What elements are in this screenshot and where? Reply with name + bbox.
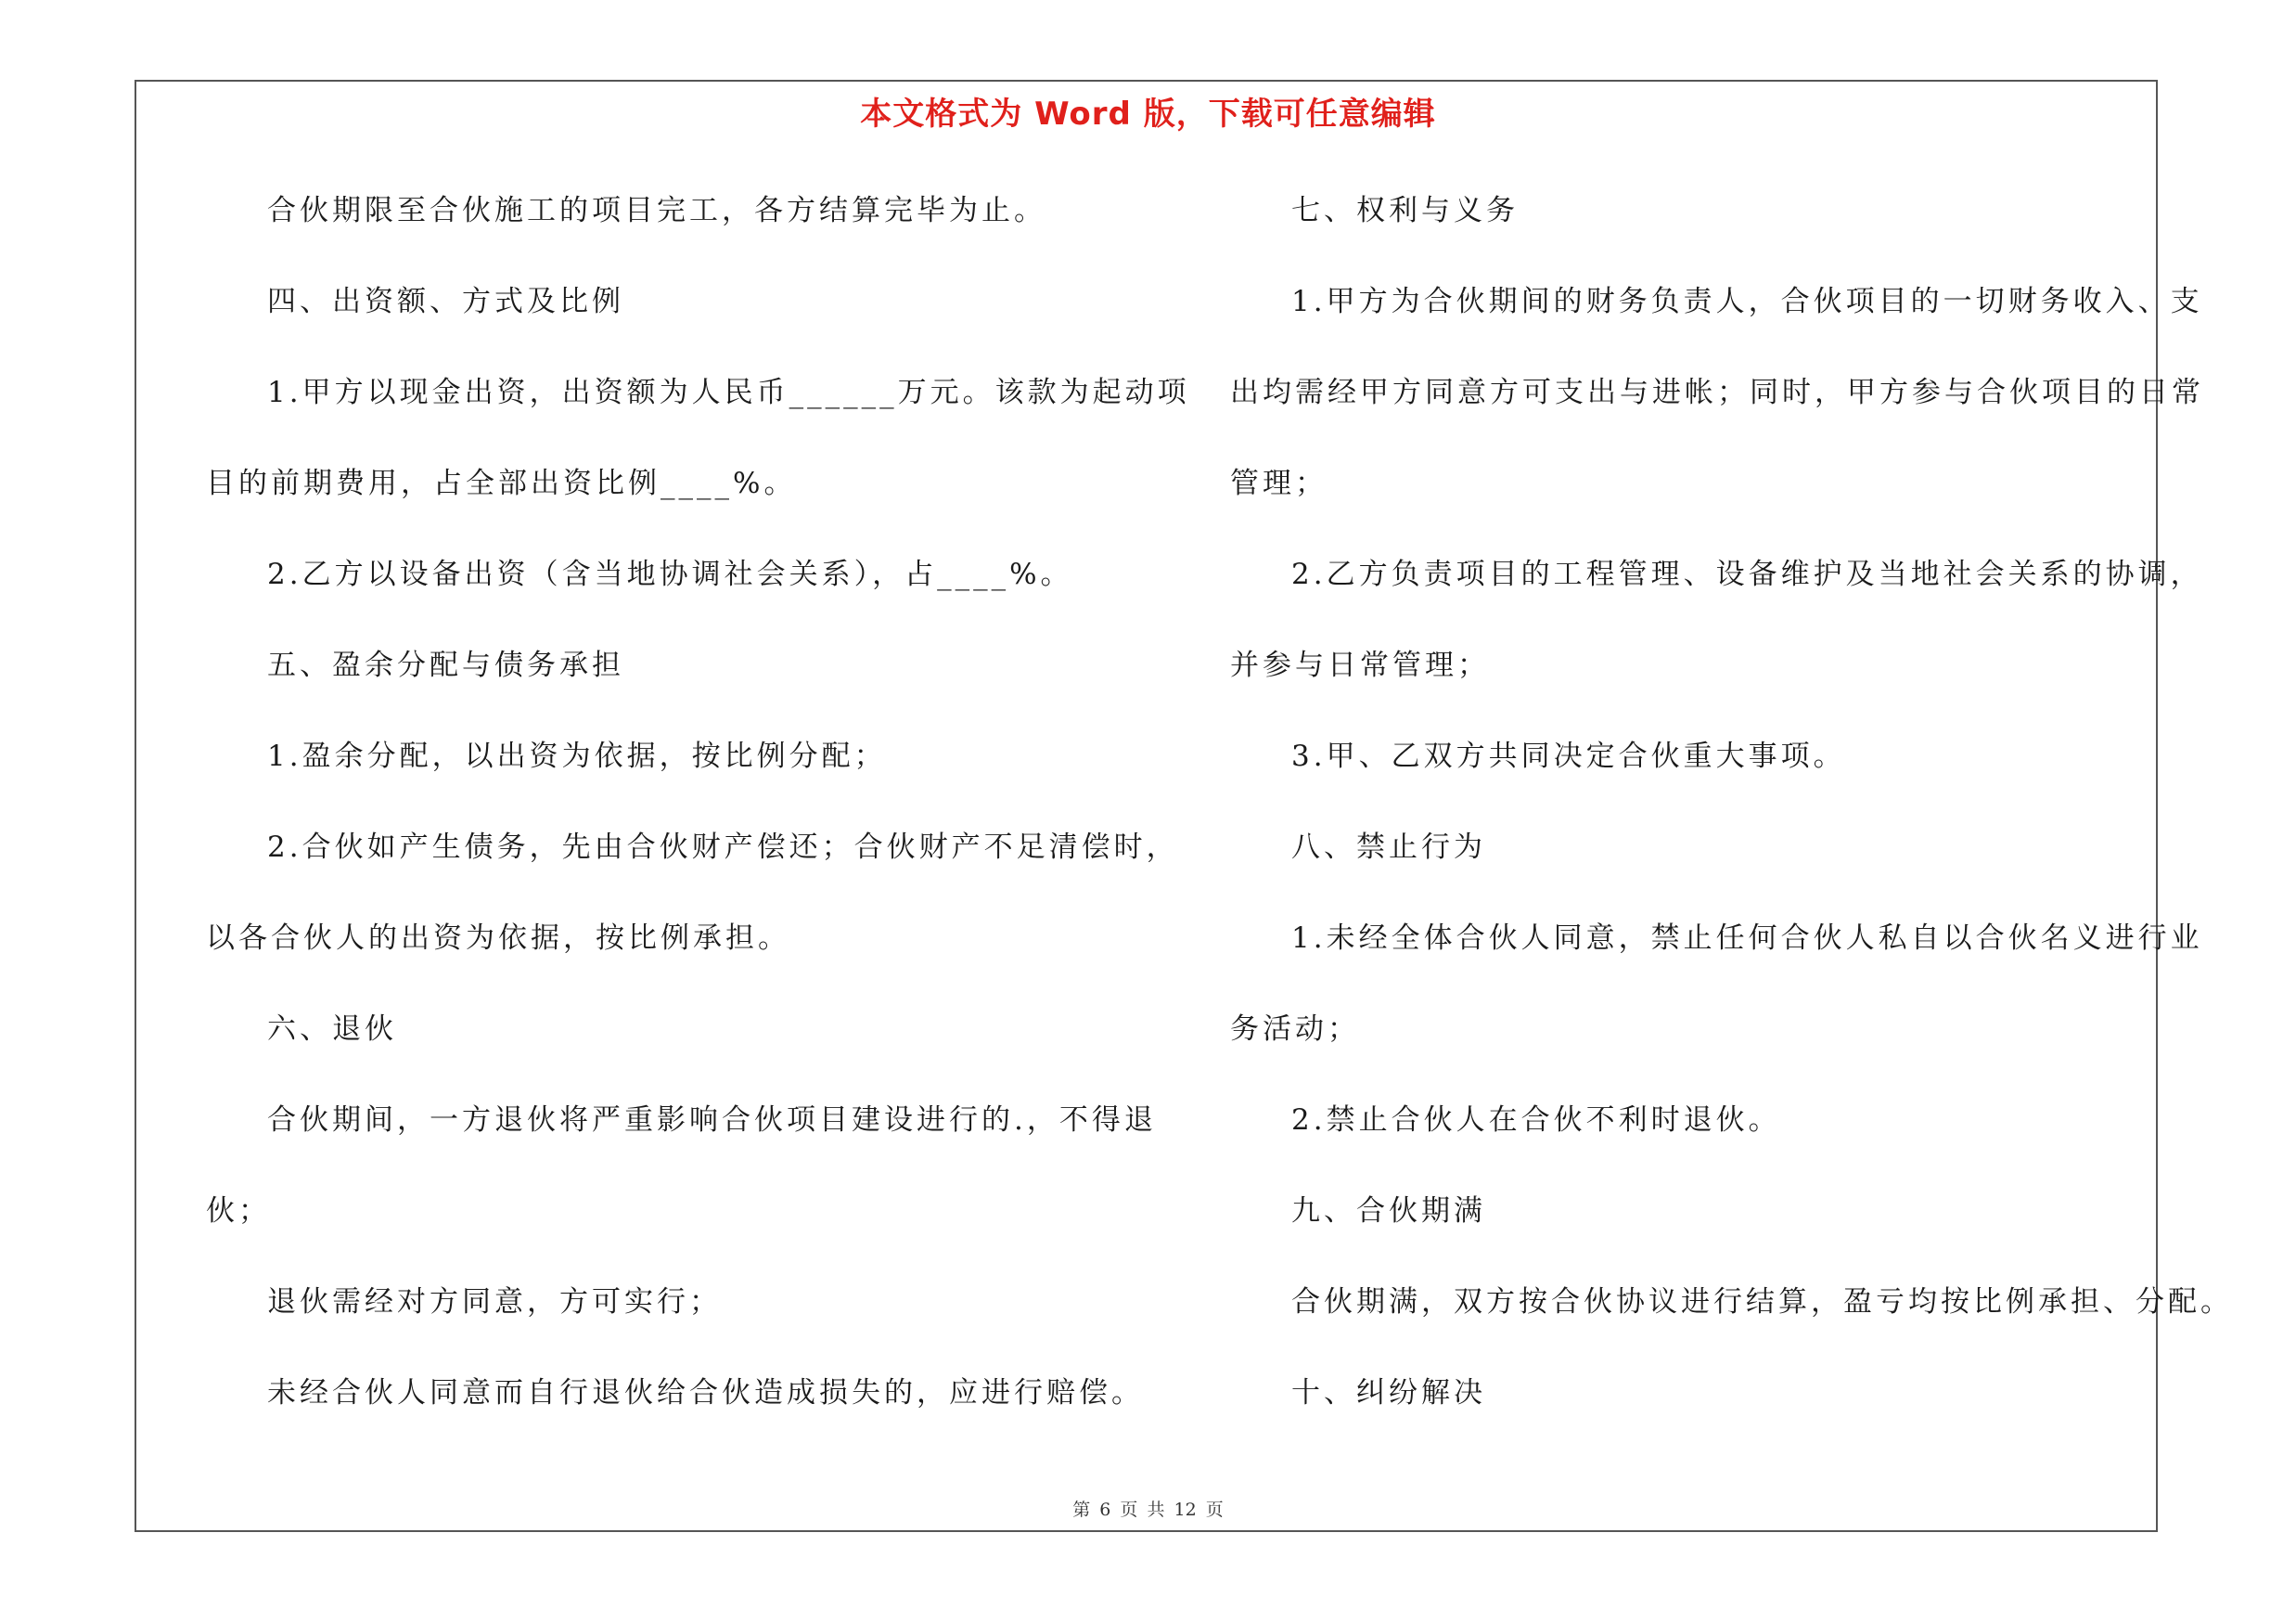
paragraph-line: 以各合伙人的出资为依据，按比例承担。: [206, 921, 790, 955]
page-number-footer: 第 6 页 共 12 页: [1072, 1500, 1224, 1520]
paragraph-line: 合伙期满，双方按合伙协议进行结算，盈亏均按比例承担、分配。: [1291, 1285, 2233, 1319]
paragraph-line: 出均需经甲方同意方可支出与进帐；同时，甲方参与合伙项目的日常: [1230, 376, 2204, 409]
section-heading: 九、合伙期满: [1291, 1194, 1486, 1228]
paragraph-line: 2.合伙如产生债务，先由合伙财产偿还；合伙财产不足清偿时，: [267, 831, 1179, 864]
section-heading: 四、出资额、方式及比例: [267, 285, 624, 318]
paragraph-line: 未经合伙人同意而自行退伙给合伙造成损失的，应进行赔偿。: [267, 1376, 1144, 1410]
paragraph-line: 管理；: [1230, 467, 1328, 500]
paragraph-line: 合伙期间，一方退伙将严重影响合伙项目建设进行的.，不得退: [267, 1103, 1157, 1137]
section-heading: 八、禁止行为: [1291, 831, 1486, 864]
section-heading: 十、纠纷解决: [1291, 1376, 1486, 1410]
paragraph-line: 1.甲方为合伙期间的财务负责人，合伙项目的一切财务收入、支: [1291, 285, 2203, 318]
paragraph-line: 目的前期费用，占全部出资比例____%。: [206, 467, 797, 500]
paragraph-line: 1.甲方以现金出资，出资额为人民币______万元。该款为起动项: [267, 376, 1190, 409]
section-heading: 五、盈余分配与债务承担: [267, 649, 624, 682]
paragraph-line: 1.未经全体合伙人同意，禁止任何合伙人私自以合伙名义进行业: [1291, 921, 2203, 955]
left-text-column: [206, 181, 1190, 1454]
paragraph-line: 2.乙方负责项目的工程管理、设备维护及当地社会关系的协调，: [1291, 558, 2203, 591]
paragraph-line: 3.甲、乙双方共同决定合伙重大事项。: [1291, 740, 1846, 773]
section-heading: 六、退伙: [267, 1012, 397, 1046]
section-heading: 七、权利与义务: [1291, 194, 1519, 227]
paragraph-line: 伙；: [206, 1194, 271, 1228]
paragraph-line: 2.乙方以设备出资（含当地协调社会关系），占____%。: [267, 558, 1073, 591]
paragraph-line: 合伙期限至合伙施工的项目完工，各方结算完毕为止。: [267, 194, 1046, 227]
paragraph-line: 务活动；: [1230, 1012, 1360, 1046]
paragraph-line: 2.禁止合伙人在合伙不利时退伙。: [1291, 1103, 1781, 1137]
paragraph-line: 退伙需经对方同意，方可实行；: [267, 1285, 722, 1319]
paragraph-line: 并参与日常管理；: [1230, 649, 1490, 682]
word-format-banner: 本文格式为 Word 版，下载可任意编辑: [860, 96, 1436, 133]
right-text-column: [1230, 181, 2233, 1454]
paragraph-line: 1.盈余分配，以出资为依据，按比例分配；: [267, 740, 887, 773]
